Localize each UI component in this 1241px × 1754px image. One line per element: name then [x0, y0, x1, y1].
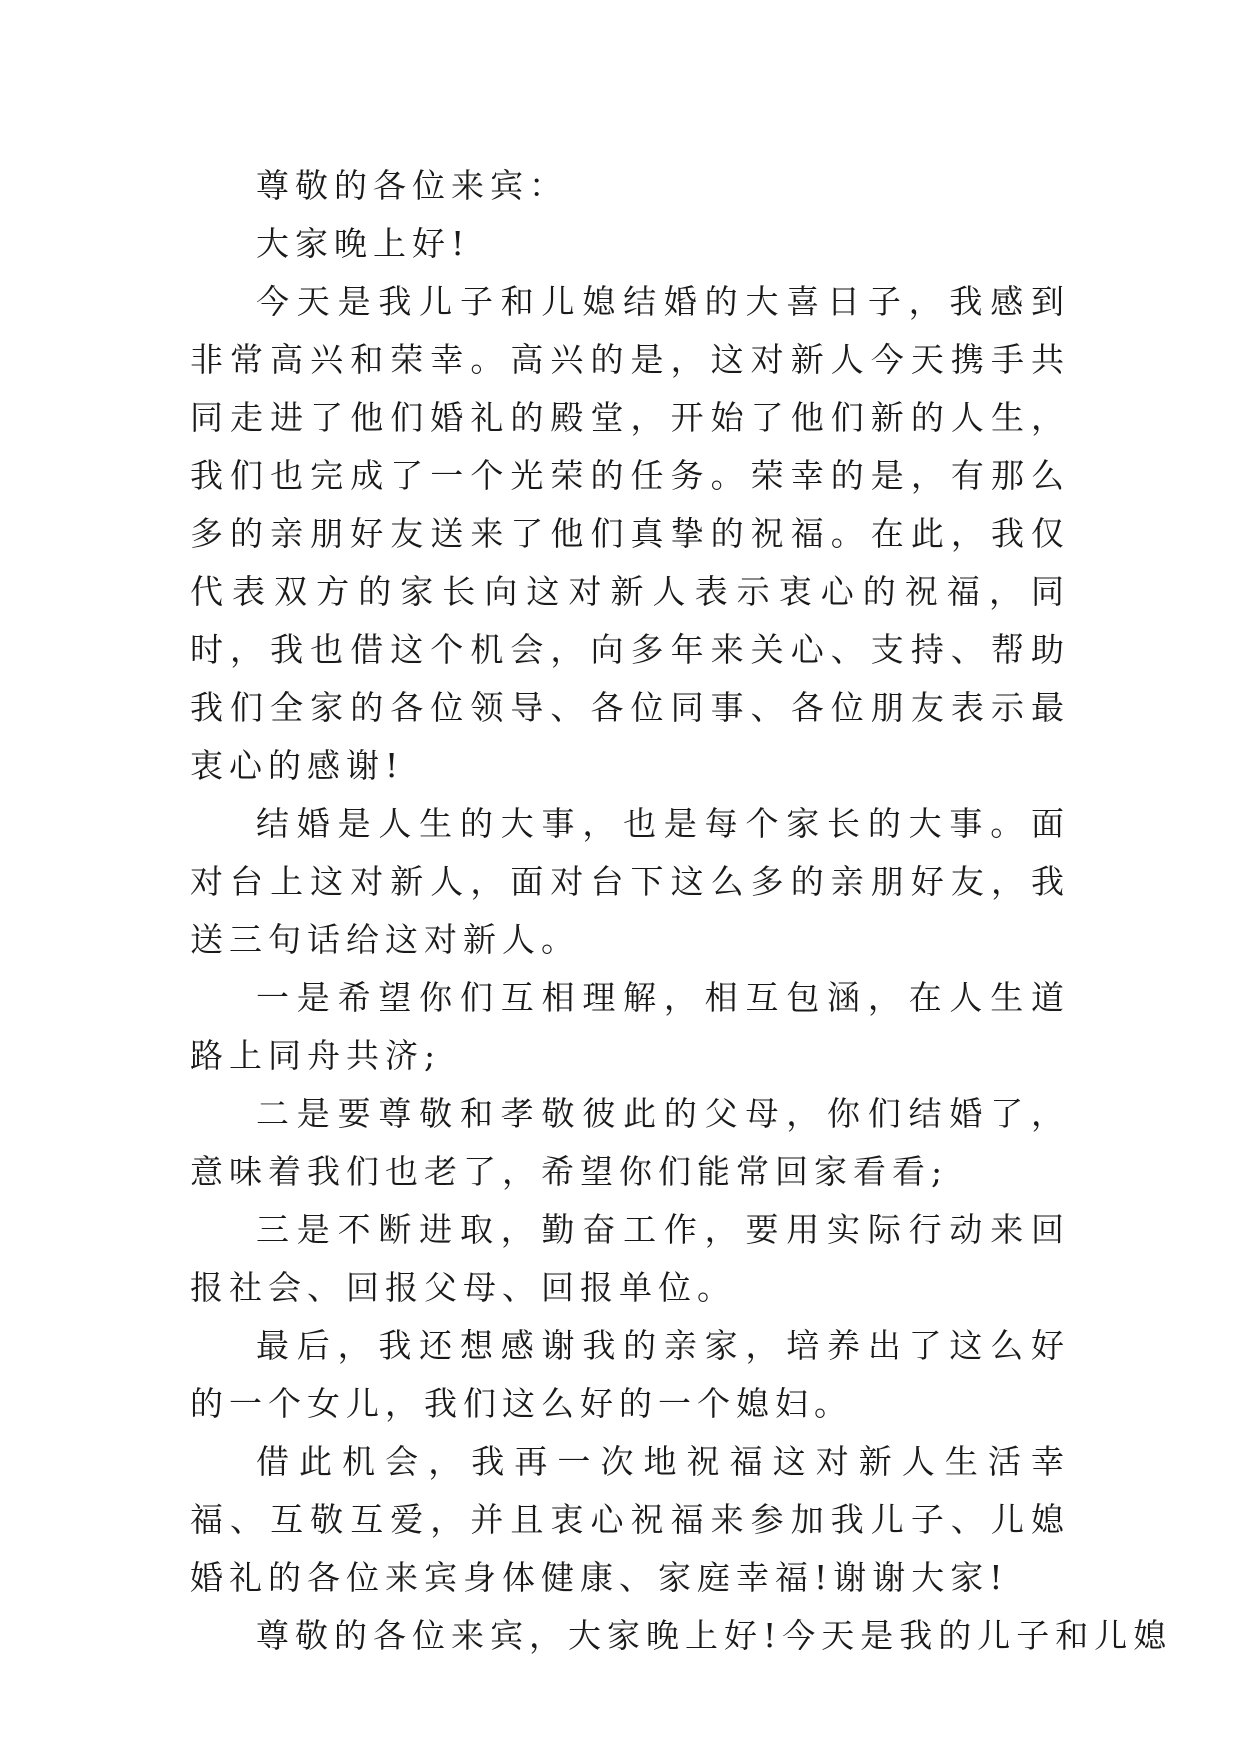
- salutation-paragraph: 尊敬的各位来宾：: [256, 166, 568, 205]
- body-paragraph-1: 今天是我儿子和儿媳结婚的大喜日子，我感到非常高兴和荣幸。高兴的是，这对新人今天携手共同走进了他们婚礼的殿堂，开始了他们新的人生，我们也完成了一个光荣的任务。荣幸的是，有那么多的亲朋好友送来了他们真挚的祝福。在此，我仅代表双方的家长向这对新人表示衷心的祝福，同时，我也借这个机会，向多年来关心、支持、帮助我们全家的各位领导、各位同事、各位朋友表示最衷心的感谢!: [190, 282, 1070, 785]
- greeting-paragraph: 大家晚上好!: [256, 224, 471, 263]
- wish-paragraph-1: 一是希望你们互相理解，相互包涵，在人生道路上同舟共济;: [190, 978, 1070, 1075]
- next-speech-paragraph: 尊敬的各位来宾，大家晚上好!今天是我的儿子和儿媳: [256, 1616, 1173, 1655]
- document-page: [190, 157, 1173, 1665]
- wish-paragraph-3: 三是不断进取，勤奋工作，要用实际行动来回报社会、回报父母、回报单位。: [190, 1210, 1070, 1307]
- thanks-paragraph: 最后，我还想感谢我的亲家，培养出了这么好的一个女儿，我们这么好的一个媳妇。: [190, 1326, 1070, 1423]
- wish-paragraph-2: 二是要尊敬和孝敬彼此的父母，你们结婚了，意味着我们也老了，希望你们能常回家看看;: [190, 1094, 1070, 1191]
- body-paragraph-2: 结婚是人生的大事，也是每个家长的大事。面对台上这对新人，面对台下这么多的亲朋好友，我送三句话给这对新人。: [190, 804, 1070, 959]
- closing-paragraph: 借此机会，我再一次地祝福这对新人生活幸福、互敬互爱，并且衷心祝福来参加我儿子、儿媳婚礼的各位来宾身体健康、家庭幸福!谢谢大家!: [190, 1442, 1070, 1597]
